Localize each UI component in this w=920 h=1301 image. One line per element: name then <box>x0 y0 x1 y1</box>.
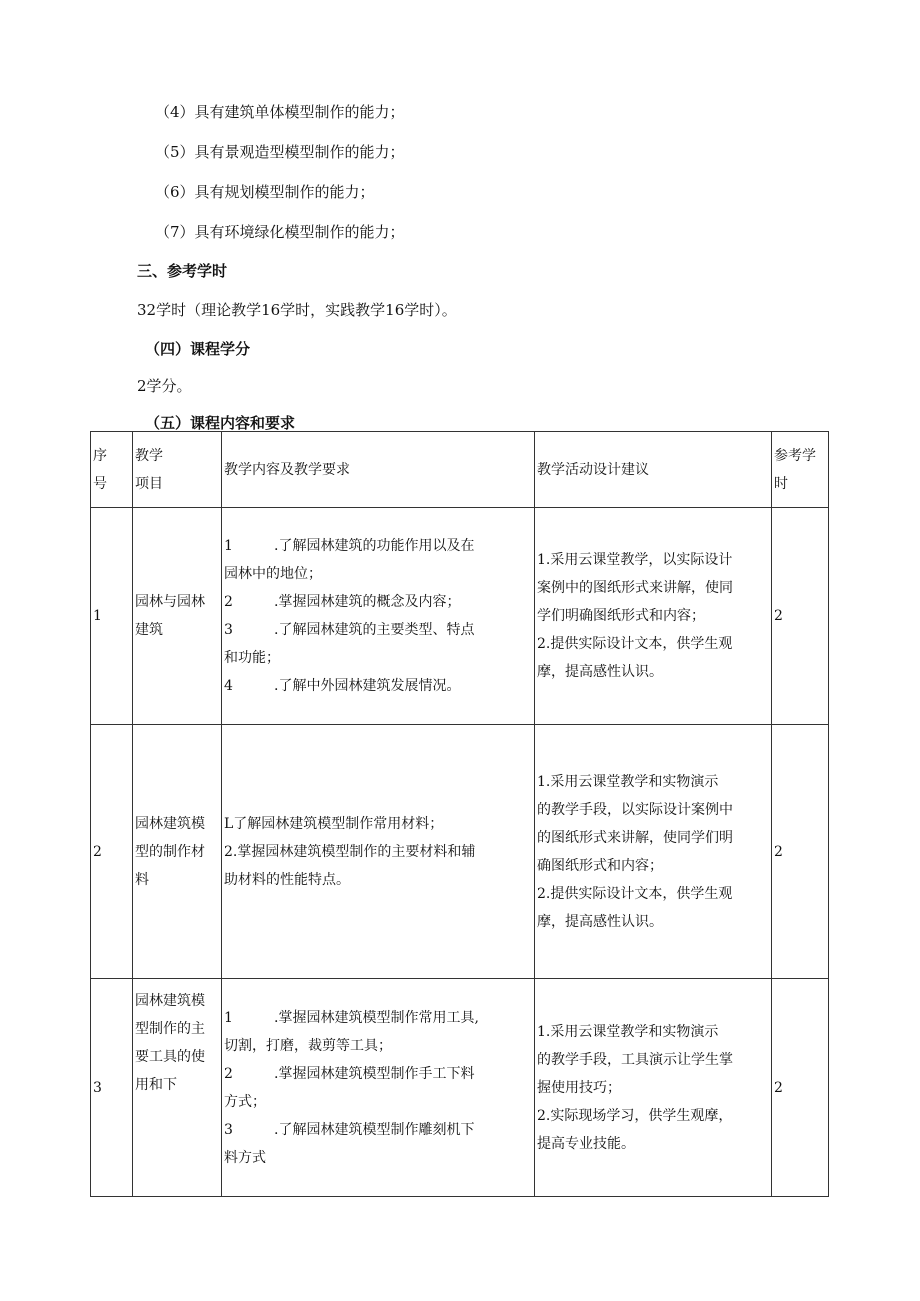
row2-activity: 1.采用云课堂教学和实物演示 的教学手段，以实际设计案例中 的图纸形式来讲解，使同学们明 确图纸形式和内容； 2.提供实际设计文本，供学生观 摩，提高感性认识。 <box>535 725 772 979</box>
ability-item-7: （7）具有环境绿化模型制作的能力； <box>155 223 405 241</box>
header-activity: 教学活动设计建议 <box>535 432 772 508</box>
row1-hours: 2 <box>772 508 829 725</box>
row3-hours: 2 <box>772 979 829 1197</box>
header-no: 序 号 <box>91 432 133 508</box>
row3-activity: 1.采用云课堂教学和实物演示 的教学手段，工具演示让学生掌 握使用技巧； 2.实际现场学习，供学生观摩， 提高专业技能。 <box>535 979 772 1197</box>
credits-text: 2学分。 <box>137 377 192 395</box>
section-heading-credits: （四）课程学分 <box>145 340 251 358</box>
row1-activity: 1.采用云课堂教学，以实际设计 案例中的图纸形式来讲解，使同 学们明确图纸形式和内容； 2.提供实际设计文本，供学生观 摩，提高感性认识。 <box>535 508 772 725</box>
course-content-table <box>90 431 829 1197</box>
table-row-2 <box>91 725 829 979</box>
row2-hours: 2 <box>772 725 829 979</box>
ability-item-4: （4）具有建筑单体模型制作的能力； <box>155 103 405 121</box>
section-heading-reference-hours: 三、参考学时 <box>137 262 228 280</box>
table-row-3 <box>91 979 829 1197</box>
row1-content: 1 .了解园林建筑的功能作用以及在 园林中的地位； 2 .掌握园林建筑的概念及内容； 3 .了解园林建筑的主要类型、特点 和功能； 4 .了解中外园林建筑发展情况。 <box>222 508 535 725</box>
reference-hours-text: 32学时（理论教学16学时，实践教学16学时）。 <box>137 301 457 319</box>
header-content: 教学内容及教学要求 <box>222 432 535 508</box>
row2-content: L了解园林建筑模型制作常用材料； 2.掌握园林建筑模型制作的主要材料和辅 助材料的性能特点。 <box>222 725 535 979</box>
table-header-row <box>91 432 829 508</box>
ability-item-6: （6）具有规划模型制作的能力； <box>155 183 375 201</box>
row3-no: 3 <box>91 979 133 1197</box>
row1-no: 1 <box>91 508 133 725</box>
row3-content: 1 .掌握园林建筑模型制作常用工具, 切割，打磨，裁剪等工具； 2 .掌握园林建筑模型制作手工下料 方式； 3 .了解园林建筑模型制作雕刻机下 料方式 <box>222 979 535 1197</box>
header-project: 教学 项目 <box>133 432 222 508</box>
table-row-1 <box>91 508 829 725</box>
header-hours: 参考学 时 <box>772 432 829 508</box>
row2-no: 2 <box>91 725 133 979</box>
row2-project: 园林建筑模 型的制作材 料 <box>133 725 222 979</box>
row1-project: 园林与园林 建筑 <box>133 508 222 725</box>
section-heading-course-content: （五）课程内容和要求 <box>145 414 296 432</box>
ability-item-5: （5）具有景观造型模型制作的能力； <box>155 143 405 161</box>
row3-project: 园林建筑模 型制作的主 要工具的使 用和下 <box>133 979 222 1197</box>
